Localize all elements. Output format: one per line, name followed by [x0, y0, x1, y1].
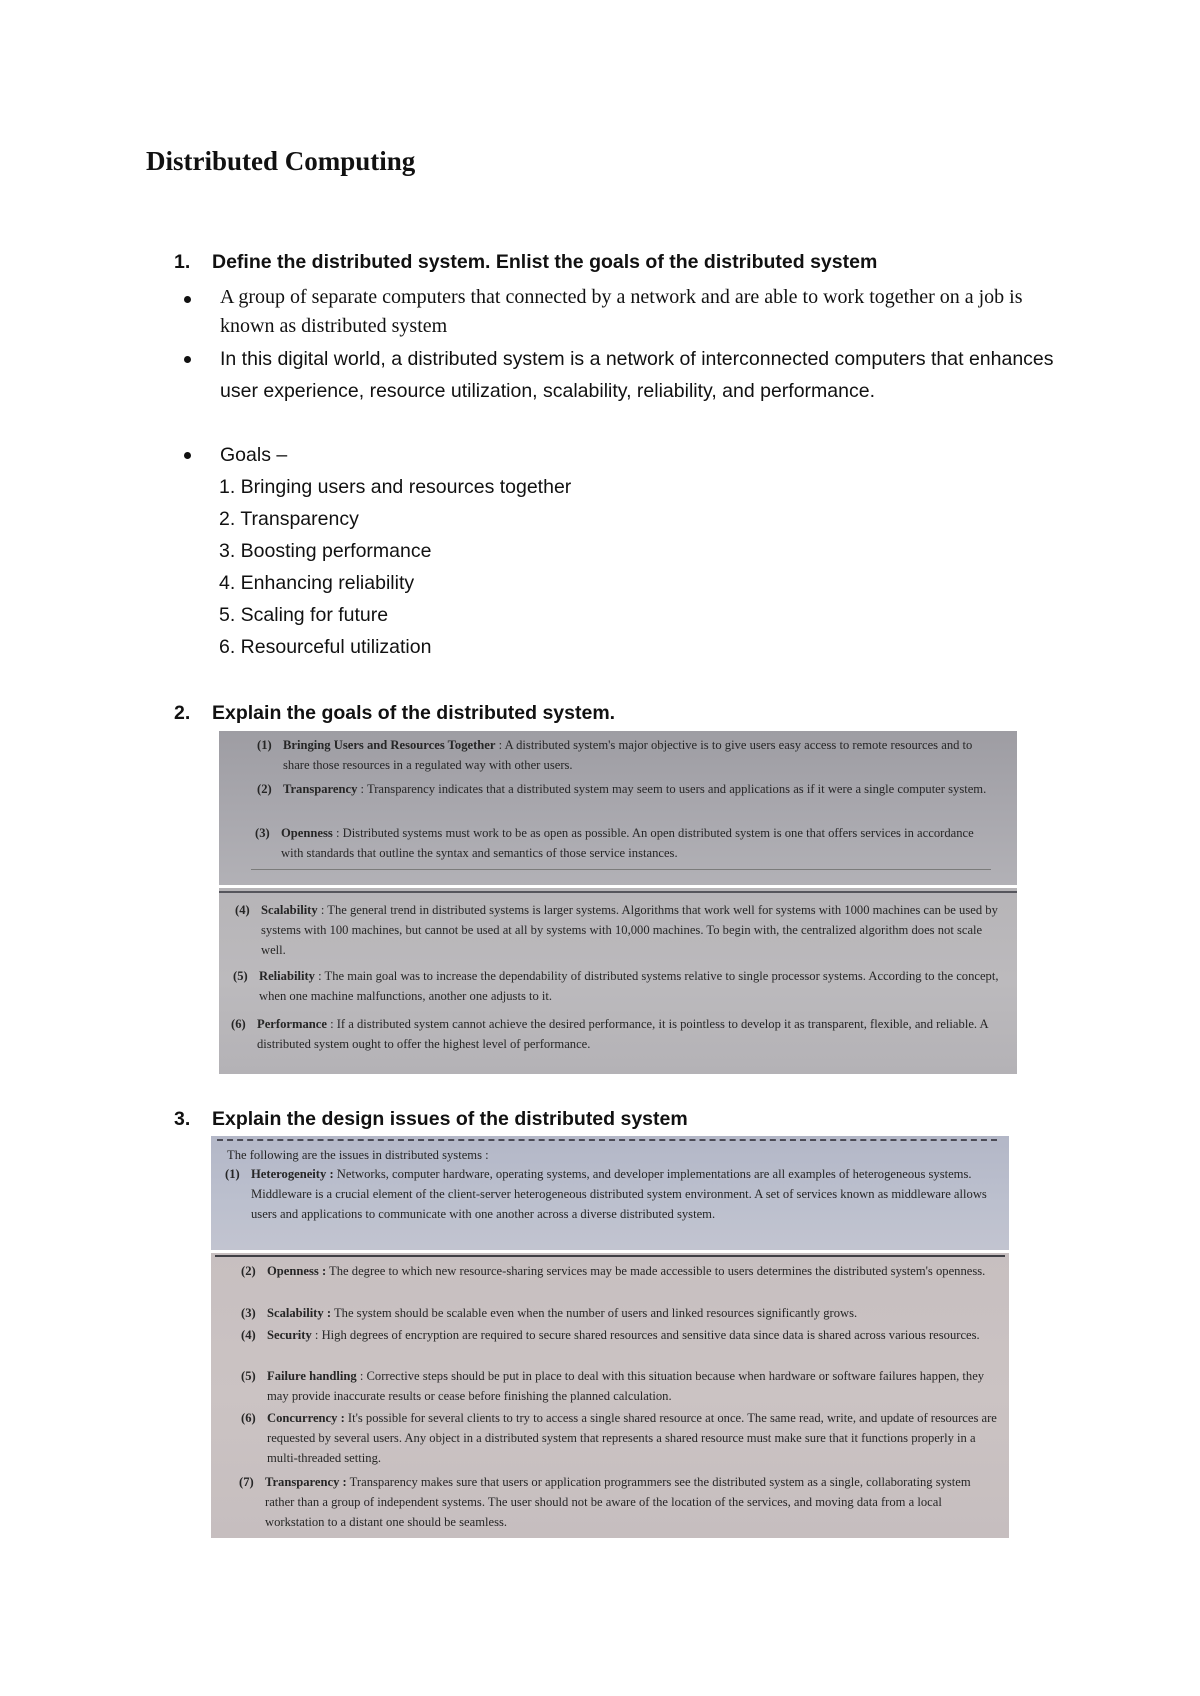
entry-number: (2) — [257, 782, 272, 796]
bullet-text: In this digital world, a distributed system is a network of interconnected computers that enhances user experience, resource utilization, scalability, reliability, and performance. — [220, 348, 1054, 402]
entry-text: : Distributed systems must work to be as open as possible. An open distributed system is one that offers services in accordance with standards that outline the syntax and semantics of those service instances. — [281, 826, 974, 860]
photo-divider — [215, 1255, 1005, 1257]
question-text: Explain the design issues of the distributed system — [212, 1108, 688, 1130]
entry-term: Openness — [281, 826, 333, 840]
entry-number: (5) — [241, 1369, 256, 1383]
entry-text: Transparency makes sure that users or application programmers see the distributed system as a single, collaborating system rather than a group of independent systems. The user should not be aware of the location of the services, and moving data from a local workstation to a distant one should be seamless. — [265, 1475, 971, 1529]
bullet-text: Goals – — [220, 444, 288, 466]
textbook-photo-goals-2 — [219, 888, 1017, 1074]
photo-divider — [217, 1139, 997, 1141]
question-text: Explain the goals of the distributed system. — [212, 702, 616, 724]
entry-term: Concurrency : — [267, 1411, 345, 1425]
entry-number: (4) — [241, 1328, 256, 1342]
bullet-text: A group of separate computers that connected by a network and are able to work together on a job is known as distributed system — [220, 286, 1023, 337]
goal-item: 6. Resourceful utilization — [219, 636, 432, 658]
entry-number: (1) — [225, 1167, 240, 1181]
entry-term: Openness : — [267, 1264, 327, 1278]
entry-number: (4) — [235, 903, 250, 917]
bullet-dot-icon — [184, 356, 191, 363]
question-2-heading — [174, 702, 615, 725]
entry-term: Scalability : — [267, 1306, 332, 1320]
entry-number: (1) — [257, 738, 272, 752]
entry-text: : Transparency indicates that a distributed system may seem to users and applications as if it were a single computer system. — [357, 782, 987, 796]
goal-item: 1. Bringing users and resources together — [219, 476, 572, 498]
entry-term: Performance — [257, 1017, 327, 1031]
photo-divider — [219, 891, 1017, 893]
photo-intro: The following are the issues in distributed systems : — [227, 1148, 489, 1162]
textbook-photo-issues-1 — [211, 1136, 1009, 1250]
entry-term: Transparency : — [265, 1475, 347, 1489]
question-number: 3. — [174, 1108, 191, 1130]
entry-number: (5) — [233, 969, 248, 983]
entry-number: (6) — [241, 1411, 256, 1425]
entry-term: Bringing Users and Resources Together — [283, 738, 496, 752]
entry-number: (7) — [239, 1475, 254, 1489]
entry-text: : If a distributed system cannot achieve the desired performance, it is pointless to develop it as transparent, flexible, and reliable. A distributed system ought to offer the highest level of performance. — [257, 1017, 988, 1051]
goal-item: 4. Enhancing reliability — [219, 572, 415, 594]
entry-text: : Corrective steps should be put in place to deal with this situation because when hardware or software failures happen, they may provide inaccurate results or cease before finishing the planned calculation. — [267, 1369, 985, 1403]
entry-text: It's possible for several clients to try to access a single shared resource at once. The same read, write, and update of resources are requested by several users. Any object in a distributed system that represents a shared resource must make sure that it functions properly in a multi-threaded setting. — [267, 1411, 997, 1465]
entry-term: Security — [267, 1328, 312, 1342]
goal-item: 2. Transparency — [219, 508, 359, 530]
goal-item: 3. Boosting performance — [219, 540, 432, 562]
textbook-photo-goals-1 — [219, 731, 1017, 885]
entry-text: Networks, computer hardware, operating systems, and developer implementations are all examples of heterogeneous systems. Middleware is a crucial element of the client-server heterogeneous distributed system environment. A set of services known as middleware allows users and applications to communicate with one another across a diverse distributed system. — [251, 1167, 987, 1221]
question-text: Define the distributed system. Enlist the goals of the distributed system — [212, 251, 878, 273]
goal-item: 5. Scaling for future — [219, 604, 389, 626]
question-1-heading — [174, 251, 877, 274]
photo-divider — [251, 869, 991, 870]
textbook-photo-issues-2 — [211, 1253, 1009, 1538]
entry-text: The degree to which new resource-sharing services may be made accessible to users determines the distributed system's openness. — [326, 1264, 986, 1278]
question-number: 2. — [174, 702, 191, 724]
entry-term: Heterogeneity : — [251, 1167, 334, 1181]
entry-text: The system should be scalable even when the number of users and linked resources significantly grows. — [331, 1306, 858, 1320]
page-title: Distributed Computing — [146, 146, 416, 176]
entry-number: (3) — [241, 1306, 256, 1320]
bullet-dot-icon — [184, 452, 191, 459]
entry-term: Scalability — [261, 903, 318, 917]
entry-term: Reliability — [259, 969, 315, 983]
entry-text: : The main goal was to increase the dependability of distributed systems relative to single processor systems. According to the concept, when one machine malfunctions, another one adjusts to it. — [259, 969, 999, 1003]
entry-text: : The general trend in distributed systems is larger systems. Algorithms that work well for systems with 1000 machines can be used by systems with 100 machines, but cannot be used at all by systems with 10,000 machines. To begin with, the centralized algorithm does not scale well. — [261, 903, 998, 957]
entry-term: Transparency — [283, 782, 358, 796]
question-3-heading — [174, 1108, 688, 1131]
bullet-dot-icon — [184, 296, 191, 303]
entry-number: (3) — [255, 826, 270, 840]
question-number: 1. — [174, 251, 191, 273]
entry-text: : High degrees of encryption are required to secure shared resources and sensitive data since data is shared across various resources. — [311, 1328, 980, 1342]
entry-number: (6) — [231, 1017, 246, 1031]
entry-text: : A distributed system's major objective is to give users easy access to remote resources and to share those resources in a regulated way with other users. — [283, 738, 973, 772]
entry-term: Failure handling — [267, 1369, 357, 1383]
entry-number: (2) — [241, 1264, 256, 1278]
